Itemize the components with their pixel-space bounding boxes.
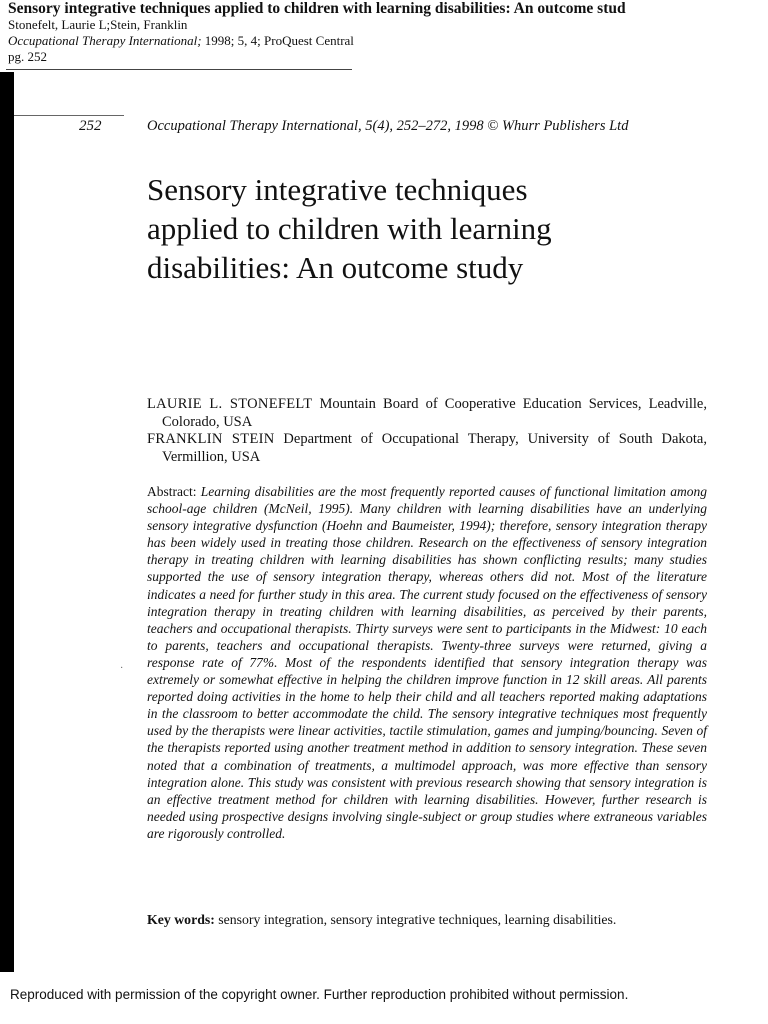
abstract-text: Learning disabilities are the most frequently reported causes of functional limitation among school-age children (McNeil, 1995). Many children with learning disabilities have an underlying sensory integrative dysfunction (Hoehn and Baumeister, 1994); therefore, sensory integration therapy has been widely used in treating those children. Research on the effectiveness of sensory integration therapy in treating children with learning disabilities has shown conflicting results; many studies supported the use of sensory integration therapy, whereas others did not. Most of the literature indicates a need for further study in this area. The current study focused on the effectiveness of sensory integration therapy in treating children with learning disabilities, as perceived by their parents, teachers and occupational therapists. Thirty surveys were sent to participants in the Midwest: 10 each to parents, teachers and occupational therapists. Twenty-three surveys were returned, giving a response rate of 77%. Most of the respondents identified that sensory integration therapy was extremely or somewhat effective in helping the children improve function in 12 skill areas. All parents reported doing activities in the home to help their child and all teachers reported making adaptations in the classroom to better accommodate the child. The sensory integrative techniques most frequently used by the therapists were linear activities, tactile stimulation, games and jumping/bouncing. Seven of the therapists reported using another treatment method in addition to sensory integration. These seven noted that a combination of treatments, a multimodel approach, was more effective than sensory integration alone. This study was consistent with previous research showing that sensory integration is an effective treatment method for children with learning disabilities. However, further research is needed using prospective designs involving single-subject or group studies where extraneous variables are rigorously controlled. — [147, 484, 707, 841]
abstract-label: Abstract: — [147, 484, 201, 499]
document-header — [8, 0, 768, 65]
article-title-line: applied to children with learning — [147, 211, 552, 246]
keywords — [147, 911, 707, 928]
header-divider — [6, 69, 352, 70]
header-journal: Occupational Therapy International; — [8, 33, 202, 48]
header-citation-detail: 1998; 5, 4; ProQuest Central — [201, 33, 354, 48]
running-head: Occupational Therapy International, 5(4), 252–272, 1998 © Whurr Publishers Ltd — [147, 118, 629, 134]
author-entry — [147, 396, 707, 431]
running-head-rule — [14, 115, 124, 116]
copyright-footer: Reproduced with permission of the copyright owner. Further reproduction prohibited without permission. — [10, 987, 629, 1002]
author-name: FRANKLIN STEIN — [147, 431, 275, 447]
article-title — [147, 170, 707, 287]
header-page: pg. 252 — [8, 49, 47, 64]
page-number: 252 — [79, 118, 102, 134]
keywords-text: sensory integration, sensory integrative techniques, learning disabilities. — [214, 912, 617, 927]
author-name: LAURIE L. STONEFELT — [147, 396, 313, 412]
author-list — [147, 396, 707, 466]
header-title: Sensory integrative techniques applied to children with learning disabilities: An outcome stud — [8, 0, 626, 17]
article-title-line: Sensory integrative techniques — [147, 172, 528, 207]
abstract — [147, 483, 707, 842]
scan-edge-bar — [0, 72, 14, 972]
author-affiliation: Department of Occupational Therapy, University of South Dakota, Vermillion, USA — [162, 431, 707, 465]
article-title-line: disabilities: An outcome study — [147, 250, 524, 285]
keywords-label: Key words: — [147, 912, 215, 927]
author-affiliation: Mountain Board of Cooperative Education Services, Leadville, Colorado, USA — [162, 396, 707, 430]
header-citation — [8, 33, 768, 49]
author-entry — [147, 431, 707, 466]
margin-mark: · — [120, 663, 124, 674]
header-authors: Stonefelt, Laurie L;Stein, Franklin — [8, 17, 188, 32]
